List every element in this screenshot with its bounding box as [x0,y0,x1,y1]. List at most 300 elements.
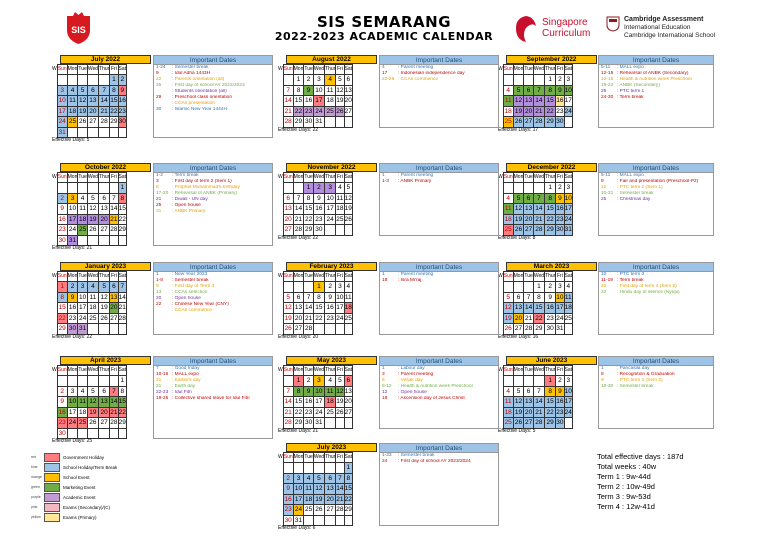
event-date: 1 [382,366,385,371]
day-cell: 23 [58,419,66,427]
event-text: : Labour day [398,366,425,371]
day-cell: 24 [68,419,77,427]
important-dates-header: Important Dates [154,263,272,272]
event-text: : CCAs commence [398,77,438,82]
cb-logo-text-2: International Education [624,24,691,31]
event-text: : Recognition & Graduation [617,372,675,377]
weekday-label: Thur [325,366,336,376]
day-cell: 12 [336,86,344,94]
weekday-label: W [278,173,283,180]
day-cell: 30 [68,325,77,333]
day-cell: 9 [556,85,564,96]
event-date: 22 [156,77,162,82]
day-cell: 20 [524,107,533,115]
day-cell: 3 [564,75,573,86]
day-cell: 19 [514,408,523,416]
day-cell: 6 [344,75,353,86]
weekday-label: Tue [524,272,533,282]
day-cell: 9 [313,193,324,204]
month-header: March 2023 [506,262,597,271]
day-cell: 23 [304,408,313,416]
day-cell: 16 [315,205,323,213]
weekday-label: Thur [325,173,336,183]
month-grid [52,172,127,246]
event-date: 11-19 [601,278,613,283]
day-cell: 28 [284,419,292,427]
day-cell: 30 [304,419,313,427]
important-dates-panel [379,443,499,526]
day-cell: 14 [304,304,313,312]
day-cell [513,282,524,293]
event-date: 9 [601,179,604,184]
day-cell: 20 [344,97,352,105]
day-cell: 8 [118,386,127,397]
day-cell [78,127,87,138]
day-cell: 28 [535,118,543,126]
day-cell: 19 [78,107,87,115]
day-cell: 16 [118,97,126,105]
day-cell: 1 [344,463,353,474]
weekday-label: Sat [344,173,353,183]
day-cell: 29 [535,325,543,333]
day-cell [87,183,98,194]
event-text: : Open house [172,296,201,301]
legend-swatch [31,453,60,462]
day-cell: 14 [294,205,303,213]
day-cell: 27 [325,505,336,516]
day-cell: 17 [564,97,572,105]
day-cell [118,127,127,138]
sc-logo-text-1: Singapore [542,17,588,28]
day-cell: 25 [504,419,512,427]
day-cell: 14 [110,398,118,406]
day-cell: 11 [79,205,86,213]
weekday-label: Tue [78,272,87,282]
day-cell: 28 [110,226,118,234]
weekday-label: Mon [293,453,304,463]
day-cell [524,282,533,293]
day-cell: 29 [294,118,303,126]
weekday-label: Thur [545,173,556,183]
day-cell: 6 [99,193,110,204]
day-cell: 26 [514,118,523,126]
day-cell: 28 [110,419,118,427]
day-cell: 21 [535,107,543,115]
event-text: : ANBK Primary [172,209,206,214]
day-cell: 24 [325,214,336,225]
day-cell: 4 [304,473,313,484]
legend-label: School Holiday/Term Break [63,464,118,470]
day-cell: 3 [325,183,336,194]
event-text: : First day of Term 3 [172,284,215,289]
event-text: : Students orientation (all) [172,89,227,94]
day-cell: 17 [336,304,344,312]
event-text: : Ascension day of Jesus Christ [398,396,465,401]
day-cell: 31 [556,325,564,333]
weekday-label: Tue [304,173,313,183]
weekday-label: Wed [87,65,98,75]
day-cell: 21 [118,304,126,312]
day-cell: 4 [336,183,344,194]
event-text: : MALL expo [617,65,644,70]
day-cell: 29 [118,226,126,234]
weekday-label: Mon [513,65,524,75]
weekday-label: Wed [533,65,544,75]
event-text: : Pancasila day [617,366,650,371]
legend [31,452,118,522]
day-cell: 27 [514,325,523,333]
day-cell: 5 [513,386,524,397]
day-cell: 2 [283,473,293,484]
weekday-label: W [498,65,503,72]
month-header: April 2023 [60,356,151,365]
weekday-label: Fri [556,173,564,183]
day-cell: 7 [533,193,544,204]
month-grid [498,64,573,128]
day-cell: 30 [556,226,564,234]
day-cell: 5 [99,282,110,293]
event-item [154,107,272,113]
day-cell: 7 [283,85,293,96]
event-date: 1-24 [156,65,166,70]
day-cell: 4 [87,282,98,293]
day-cell: 18 [89,304,97,312]
event-date: 20 [156,296,162,301]
day-cell: 14 [535,97,543,105]
event-text: : MALL expo [617,173,644,178]
day-cell: 20 [524,408,533,416]
weekday-label: Sat [564,366,573,376]
day-cell: 11 [504,205,512,213]
day-cell: 24 [68,226,77,234]
day-cell: 6 [293,292,304,303]
day-cell: 19 [514,107,523,115]
day-cell: 14 [336,485,344,493]
weekday-label: Fri [336,272,344,282]
event-item [380,396,498,402]
day-cell: 11 [504,398,512,406]
important-dates-header: Important Dates [154,56,272,65]
weekday-label: Thur [99,272,110,282]
day-cell: 23 [556,107,564,115]
day-cell: 14 [284,398,292,406]
day-cell: 11 [344,293,352,301]
weekday-label: Mon [293,65,304,75]
day-cell: 10 [336,293,344,301]
event-date: 22 [601,290,607,295]
day-cell [110,376,118,387]
day-cell: 10 [68,398,77,406]
event-date: 20 [601,284,607,289]
important-dates-panel [153,262,273,335]
day-cell: 7 [110,193,118,204]
event-item [380,179,498,185]
event-item [599,95,713,101]
day-cell: 18 [504,107,512,115]
day-cell: 5 [283,292,293,303]
day-cell: 18 [504,215,512,223]
day-cell: 13 [110,293,118,301]
day-cell [513,75,524,86]
day-cell [336,418,344,429]
day-cell: 1 [57,282,67,293]
day-cell: 8 [304,193,313,204]
day-cell [304,515,313,526]
event-date: 22-26 [382,77,395,82]
day-cell: 19 [344,205,352,213]
day-cell: 8 [293,386,304,397]
weekday-label: Sun [283,453,293,463]
day-cell: 20 [89,107,97,115]
event-text: : Diwali - UN day [172,197,208,202]
day-cell: 6 [524,85,533,96]
day-cell: 19 [315,495,323,503]
event-date: 30 [156,107,162,112]
event-text: : Parent meeting [398,65,434,70]
day-cell: 12 [504,304,512,312]
weekday-label: W [498,272,503,279]
summary-term-1: Term 1 : 9w-44d [597,472,651,481]
day-cell: 2 [57,193,67,204]
month-header: December 2022 [506,163,597,172]
day-cell: 26 [336,107,344,115]
day-cell: 15 [535,304,543,312]
day-cell: 28 [304,325,313,333]
weekday-label: Mon [513,173,524,183]
day-cell [67,428,78,439]
day-cell: 2 [304,75,313,86]
day-cell: 12 [514,97,523,105]
day-cell [325,515,336,526]
weekday-label: Thur [325,453,336,463]
day-cell: 27 [110,314,118,322]
event-date: 5-11 [601,65,611,70]
day-cell: 18 [344,304,352,312]
weekday-label: W [52,272,57,279]
event-text: : First day of term 2 (Sem 1) [172,179,232,184]
day-cell [336,515,344,526]
legend-code: purple [31,494,41,499]
weekday-label: Fri [556,65,564,75]
day-cell: 31 [315,118,323,126]
weekday-label: Sun [503,65,513,75]
day-cell: 22 [535,314,543,322]
day-cell: 27 [344,107,352,115]
day-cell: 27 [99,418,110,429]
event-text: : Term break [172,173,199,178]
effective-days: Effective Days: 21 [52,245,93,251]
weekday-label: Fri [110,366,118,376]
effective-days: Effective Days: 25 [52,438,93,444]
day-cell: 24 [564,215,572,223]
day-cell: 14 [524,304,533,312]
day-cell: 18 [336,205,344,213]
day-cell: 29 [545,418,556,429]
day-cell [344,418,353,429]
day-cell: 27 [89,118,97,126]
cambridge-logo [606,16,746,46]
day-cell: 8 [118,193,127,204]
day-cell: 23 [304,107,313,115]
day-cell: 11 [564,293,572,301]
day-cell: 29 [545,117,556,128]
day-cell: 26 [504,325,512,333]
day-cell: 23 [545,313,556,324]
event-date: 25 [156,203,162,208]
day-cell: 8 [533,292,544,303]
day-cell [99,324,110,335]
day-cell: 1 [293,376,304,387]
event-item [154,308,272,314]
weekday-label: Sat [344,65,353,75]
effective-days: Effective Days: 6 [278,525,316,531]
legend-label: Government Holiday [63,454,105,460]
event-item [154,209,272,215]
day-cell: 5 [513,85,524,96]
cb-logo-text-1: Cambridge Assessment [624,16,704,23]
day-cell: 9 [67,292,78,303]
day-cell: 30 [556,118,564,126]
weekday-label: W [498,366,503,373]
event-text: : Rehearsal of ANBK (Primary) [172,191,238,196]
day-cell: 15 [545,397,556,408]
event-text: : Term break [617,278,644,283]
event-text: : First day of term 4 (Sem 2) [617,284,677,289]
day-cell [67,376,78,387]
event-date: 19-22 [601,83,614,88]
day-cell: 24 [556,314,564,322]
day-cell [344,324,353,335]
event-date: 18 [382,278,388,283]
day-cell: 21 [304,314,313,322]
day-cell: 22 [315,314,323,322]
day-cell: 13 [294,304,303,312]
day-cell [503,282,513,293]
weekday-label: Sun [283,366,293,376]
day-cell: 4 [325,376,336,387]
day-cell: 28 [535,419,543,427]
day-cell [283,463,293,474]
day-cell: 11 [336,194,344,202]
day-cell: 20 [524,215,533,223]
event-date: 10 [601,272,607,277]
legend-label: Exams (Secondary)/(C) [63,504,111,510]
day-cell: 14 [110,205,118,213]
important-dates-panel [598,356,714,429]
weekday-label: Wed [533,366,544,376]
event-date: 25 [601,89,607,94]
weekday-label: Thur [99,173,110,183]
weekday-label: Mon [293,366,304,376]
day-cell: 18 [564,304,572,312]
weekday-label: Tue [78,173,87,183]
event-text: : Collective shared leave for Idul Fitri [172,396,250,401]
day-cell: 28 [284,118,292,126]
day-cell: 7 [533,386,544,397]
event-date: 7 [156,366,159,371]
day-cell: 1 [110,75,118,86]
day-cell: 12 [315,485,323,493]
important-dates-header: Important Dates [154,357,272,366]
month-grid [52,271,127,335]
weekday-label: Mon [293,173,304,183]
weekday-label: Wed [313,173,324,183]
day-cell [524,376,533,387]
day-cell: 17 [564,205,572,213]
important-dates-panel [598,163,714,236]
legend-swatch [31,483,60,492]
day-cell [313,463,324,474]
event-text: : ANBK (Secondary) [617,83,660,88]
day-cell: 13 [344,86,352,94]
event-date: 6 [382,378,385,383]
day-cell: 12 [344,194,352,202]
day-cell: 28 [524,325,533,333]
important-dates-header: Important Dates [599,263,713,272]
month-grid [278,271,353,335]
event-date: 21 [156,197,162,202]
day-cell: 30 [284,516,292,524]
day-cell: 29 [344,506,352,514]
day-cell: 7 [118,282,127,293]
day-cell: 29 [304,226,313,234]
event-date: 10-16 [156,372,169,377]
day-cell: 18 [304,495,313,503]
day-cell: 16 [58,215,66,223]
day-cell [87,376,98,387]
month-grid [52,64,127,138]
weekday-label: Sat [118,65,127,75]
day-cell [118,324,127,335]
event-text: : ANBK Primary [398,179,432,184]
event-date: 13 [156,290,162,295]
day-cell: 21 [294,215,303,223]
event-text: : Parents orientation (all) [172,77,225,82]
day-cell: 6 [524,193,533,204]
summary-total-weeks: Total weeks : 40w [597,462,657,471]
event-text: : PTC term 4 (Sem 2) [617,378,663,383]
day-cell: 26 [78,118,87,126]
day-cell: 18 [325,96,336,107]
important-dates-panel [379,163,499,236]
event-text: : First day of school AY 2022/2023 [172,83,245,88]
day-cell: 10 [564,387,572,395]
month-header: November 2022 [286,163,377,172]
day-cell: 2 [67,282,78,293]
day-cell: 26 [344,215,352,223]
summary-total-days: Total effective days : 187d [597,452,684,461]
day-cell: 16 [304,398,313,406]
day-cell: 24 [336,314,344,322]
month-header: June 2023 [506,356,597,365]
summary-term-4: Term 4 : 12w-41d [597,502,655,511]
day-cell [110,127,118,138]
day-cell [78,428,87,439]
day-cell: 13 [89,97,97,105]
weekday-label: W [52,366,57,373]
day-cell: 30 [118,118,126,126]
day-cell: 1 [304,183,313,194]
day-cell: 10 [294,485,303,493]
day-cell [78,75,87,86]
day-cell [78,235,87,246]
day-cell: 21 [535,215,543,223]
day-cell [57,183,67,194]
day-cell [564,324,573,335]
weekday-label: Sat [344,366,353,376]
day-cell: 19 [336,97,344,105]
event-text: : PTC term 1 [617,89,645,94]
